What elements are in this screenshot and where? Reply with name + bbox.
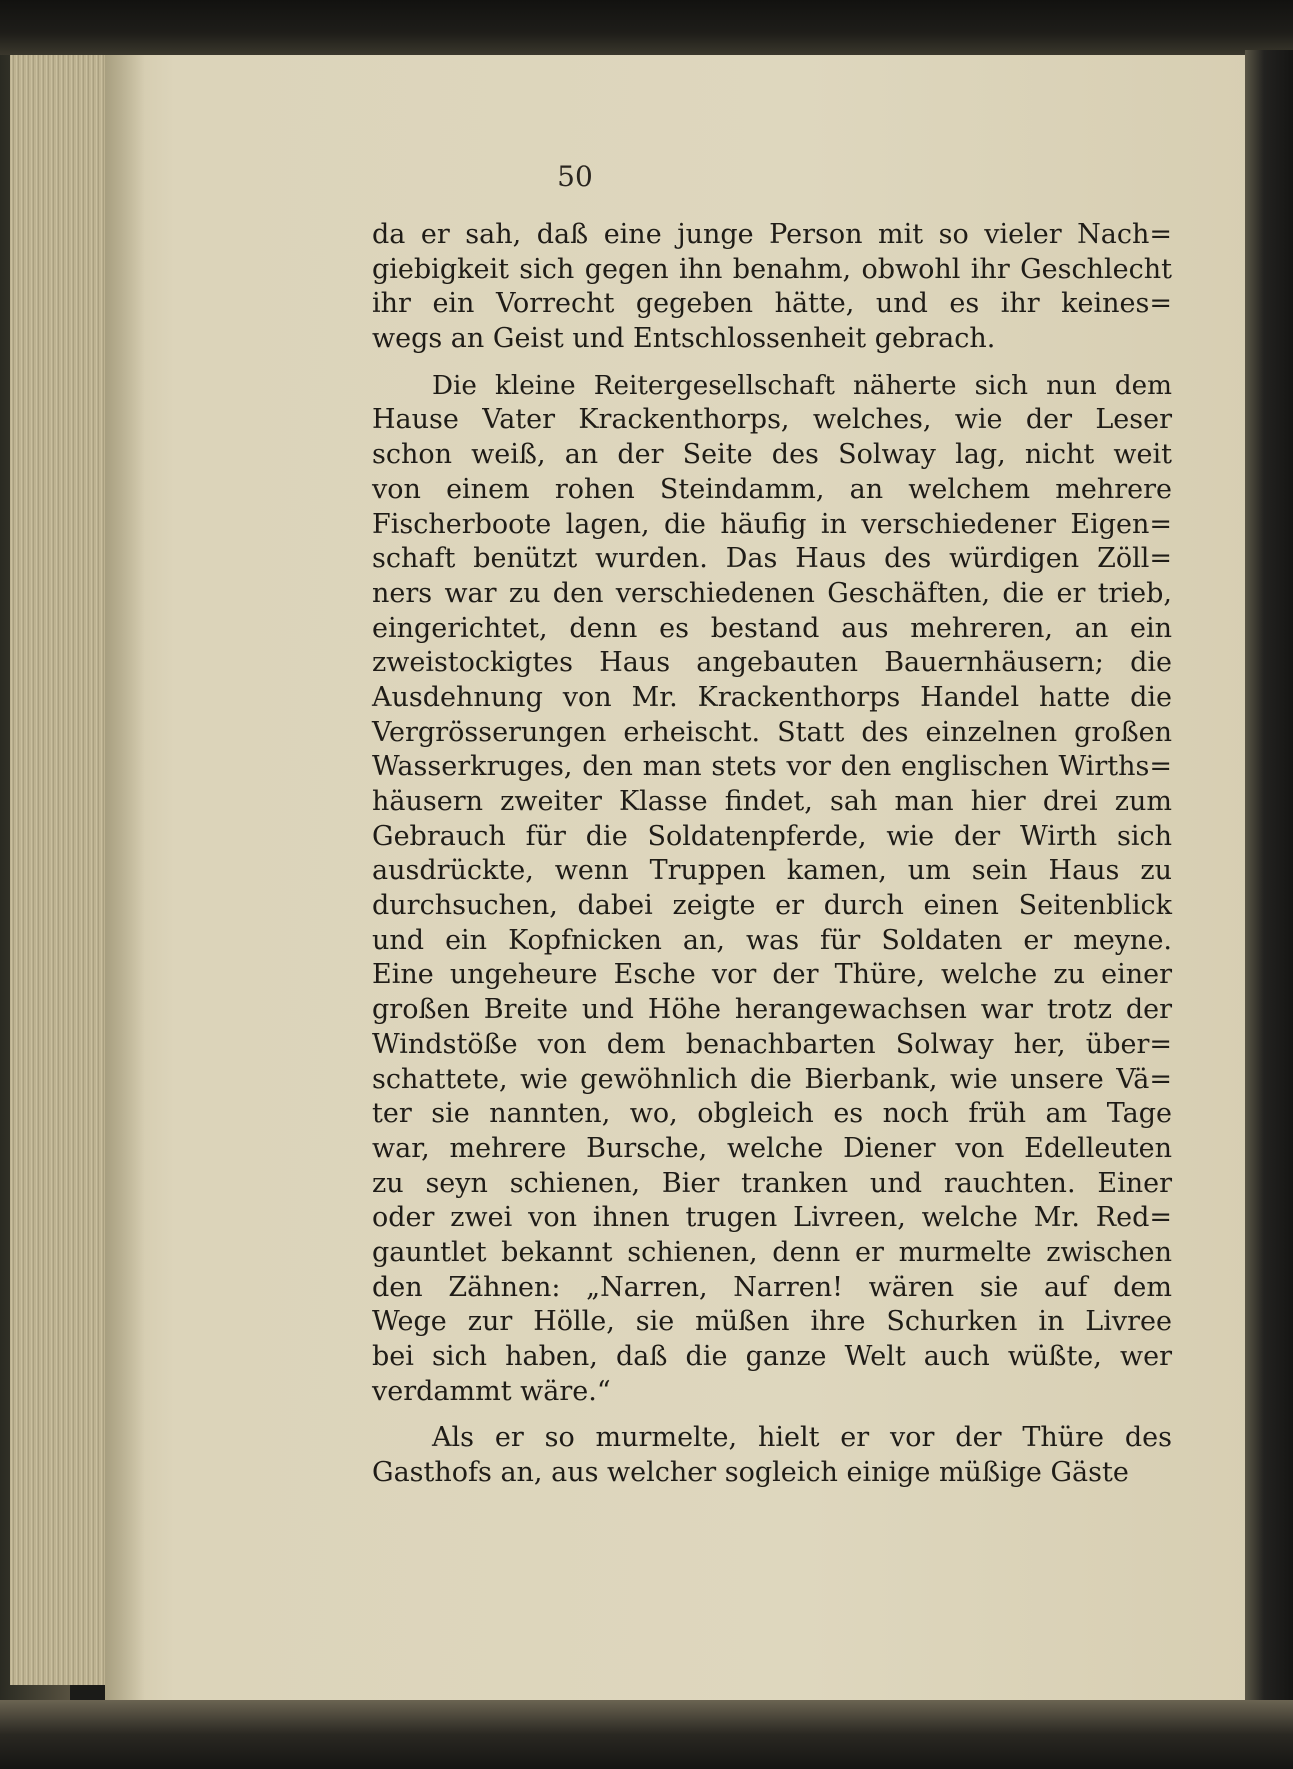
text-line: giebigkeit sich gegen ihn benahm, obwohl ihr Geschlecht	[372, 253, 1172, 285]
body-text	[372, 218, 1172, 1491]
text-line: zweistockigtes Haus angebauten Bauernhäusern; die	[372, 647, 1172, 679]
page-gutter	[105, 55, 145, 1715]
text-line: Windstöße von dem benachbarten Solway her, über=	[372, 1028, 1172, 1060]
text-line: ners war zu den verschiedenen Geschäften, die er trieb,	[372, 577, 1172, 609]
page-edges	[10, 45, 110, 1685]
text-line: war, mehrere Bursche, welche Diener von Edelleuten	[372, 1132, 1172, 1164]
paragraph	[372, 1421, 1172, 1490]
text-line: von einem rohen Steindamm, an welchem mehrere	[372, 473, 1172, 505]
paragraph-gap	[372, 357, 1172, 369]
text-line: gauntlet bekannt schienen, denn er murmelte zwischen	[372, 1236, 1172, 1268]
paragraph	[372, 218, 1172, 357]
paragraph-gap	[372, 1409, 1172, 1421]
text-line: ihr ein Vorrecht gegeben hätte, und es ihr keines=	[372, 288, 1172, 320]
text-line: Wege zur Hölle, sie müßen ihre Schurken in Livree	[372, 1306, 1172, 1338]
text-line: Eine ungeheure Esche vor der Thüre, welche zu einer	[372, 959, 1172, 991]
text-line: ausdrückte, wenn Truppen kamen, um sein Haus zu	[372, 855, 1172, 887]
text-line: großen Breite und Höhe herangewachsen war trotz der	[372, 994, 1172, 1026]
paragraph	[372, 369, 1172, 1410]
text-line: eingerichtet, denn es bestand aus mehreren, an ein	[372, 612, 1172, 644]
text-line: häusern zweiter Klasse findet, sah man hier drei zum	[372, 786, 1172, 817]
text-line: durchsuchen, dabei zeigte er durch einen Seitenblick	[372, 890, 1172, 922]
text-line: ter sie nannten, wo, obgleich es noch früh am Tage	[372, 1098, 1172, 1130]
text-line: schaft benützt wurden. Das Haus des würdigen Zöll=	[372, 543, 1172, 575]
text-line: Gebrauch für die Soldatenpferde, wie der Wirth sich	[372, 820, 1172, 852]
text-line: wegs an Geist und Entschlossenheit gebrach.	[372, 323, 996, 355]
text-line: verdammt wäre.“	[372, 1375, 611, 1407]
text-line: schattete, wie gewöhnlich die Bierbank, wie unsere Vä=	[372, 1063, 1172, 1095]
text-line: Fischerboote lagen, die häufig in verschiedener Eigen=	[372, 508, 1172, 540]
text-line: Die kleine Reitergesellschaft näherte sich nun dem	[432, 370, 1172, 401]
text-line: da er sah, daß eine junge Person mit so vieler Nach=	[372, 219, 1172, 250]
page-number: 50	[557, 160, 593, 193]
text-line: Gasthofs an, aus welcher sogleich einige müßige Gäste	[372, 1457, 1129, 1489]
text-line: oder zwei von ihnen trugen Livreen, welche Mr. Red=	[372, 1202, 1172, 1234]
text-line: schon weiß, an der Seite des Solway lag, nicht weit	[372, 439, 1172, 471]
text-line: zu seyn schienen, Bier tranken und rauchten. Einer	[372, 1167, 1172, 1199]
text-line: den Zähnen: „Narren, Narren! wären sie auf dem	[372, 1271, 1172, 1303]
text-line: bei sich haben, daß die ganze Welt auch wüßte, wer	[372, 1341, 1172, 1372]
text-line: Wasserkruges, den man stets vor den englischen Wirths=	[372, 751, 1172, 783]
top-shadow	[0, 0, 1293, 55]
bottom-shadow	[0, 1700, 1293, 1769]
right-shadow	[1245, 50, 1293, 1769]
text-line: und ein Kopfnicken an, was für Soldaten er meyne.	[372, 924, 1172, 956]
text-line: Ausdehnung von Mr. Krackenthorps Handel hatte die	[372, 681, 1172, 713]
text-line: Vergrösserungen erheischt. Statt des einzelnen großen	[372, 716, 1172, 748]
text-line: Hause Vater Krackenthorps, welches, wie der Leser	[372, 404, 1172, 436]
text-line: Als er so murmelte, hielt er vor der Thüre des	[432, 1422, 1172, 1454]
